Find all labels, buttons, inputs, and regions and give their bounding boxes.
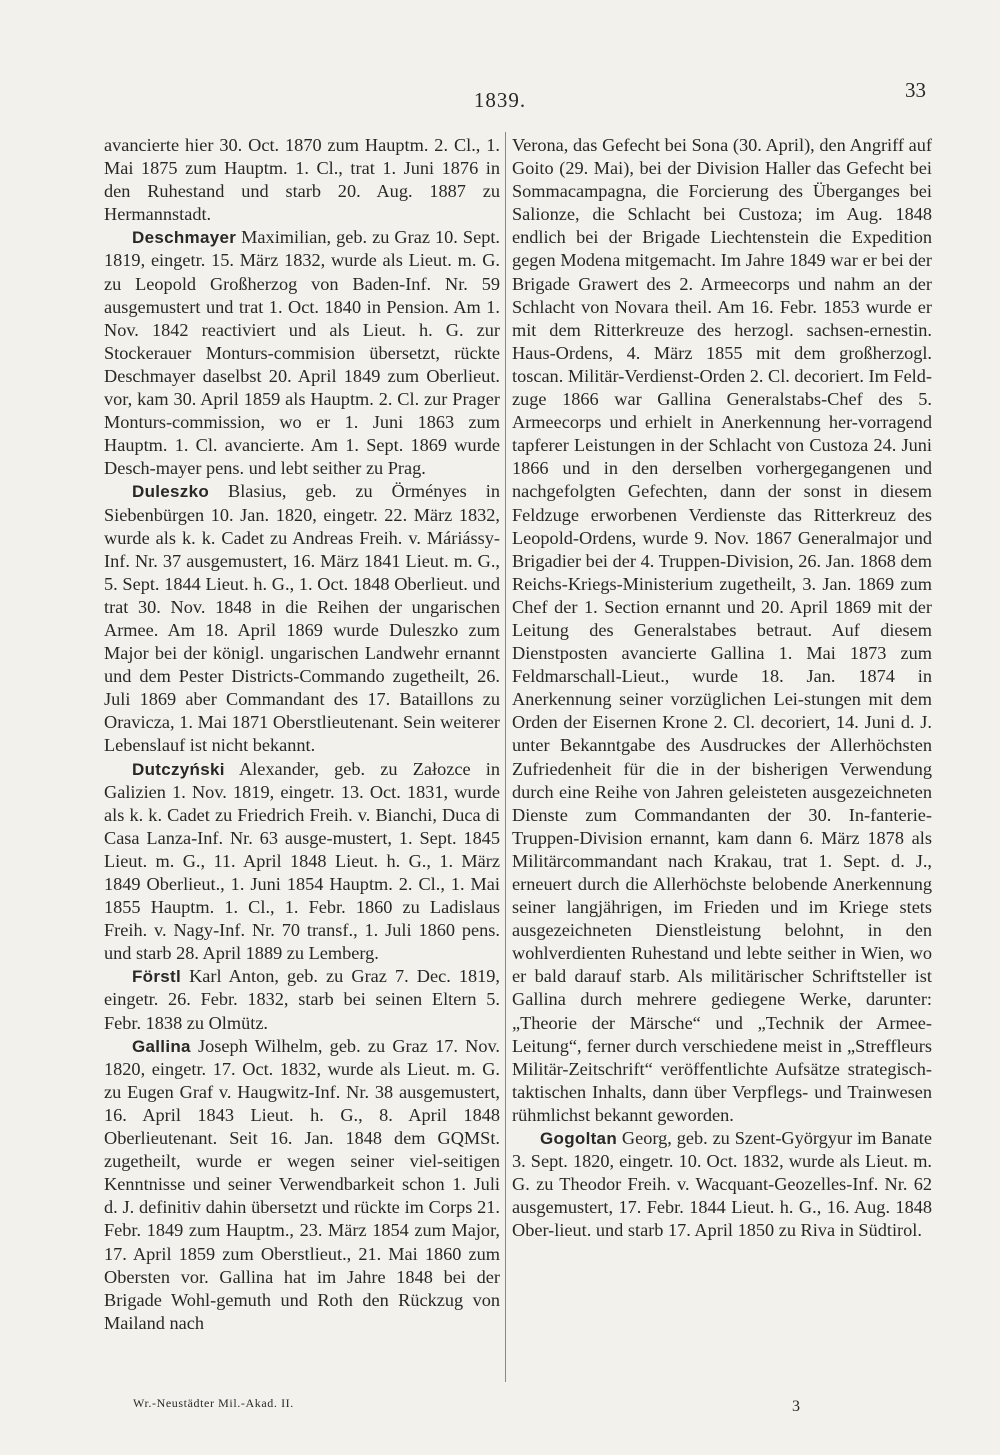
entry-continuation: Verona, das Gefecht bei Sona (30. April), den Angriff auf Goito (29. Mai), bei der Division Haller das Gefecht bei Sommacampagna, die Forcierung des Überganges bei Salionze, die Schlacht bei Custoza; im Aug. 1848 endlich bei der Brigade Liechtenstein die Expedition gegen Modena mitgemacht. Im Jahre 1849 war er bei der Brigade Grawert des 2. Armeecorps und nahm an der Schlacht von Novara theil. Am 16. Febr. 1853 wurde er mit dem Ritterkreuze des herzogl. sachsen-ernestin. Haus-Ordens, 4. März 1855 mit dem großherzogl. toscan. Militär-Verdienst-Orden 2. Cl. decoriert. Im Feld-zuge 1866 war Gallina Generalstabs-Chef des 5. Armeecorps und erhielt in Anerkennung her-vorragend tapferer Leistungen in der Schlacht von Custoza 24. Juni 1866 und in den derselben vorhergegangenen und nachgefolgten Gefechten, dann der sonst in diesem Feldzuge erworbenen Verdienste das Ritterkreuz des Leopold-Ordens, wurde 9. Nov. 1867 Generalmajor und Brigadier bei der 4. Truppen-Division, 26. Jan. 1868 dem Reichs-Kriegs-Ministerium zugetheilt, 3. Jan. 1869 zum Chef der 1. Section ernannt und 20. April 1869 mit der Leitung des Generalstabes betraut. Auf diesem Dienstposten avancierte Gallina 1. Mai 1873 zum Feldmarschall-Lieut., wurde 18. Jan. 1874 in Anerkennung seiner vorzüglichen Lei-stungen mit dem Orden der Eisernen Krone 2. Cl. decoriert, 14. Juni d. J. unter Bekanntgabe des Ausdruckes der Allerhöchsten Zufriedenheit für die in der bisherigen Verwendung durch eine Reihe von Jahren geleisteten ausgezeichneten Dienste zum Commandanten der 30. In-fanterie-Truppen-Division ernannt, kam dann 6. März 1878 als Militärcommandant nach Krakau, trat 1. Sept. d. J., erneuert durch die Allerhöchste belobende Anerkennung seiner langjährigen, im Frieden und im Kriege stets ausgezeichneten Dienstleistung belohnt, in den wohlverdienten Ruhestand und lebte seither in Wien, wo er bald darauf starb. Als militärischer Schriftsteller ist Gallina durch mehrere gediegene Werke, darunter: „Theorie der Märsche“ und „Technik der Armee-Leitung“, ferner durch verschiedene meist in „Streffleurs Militär-Zeitschrift“ veröffentlichte Aufsätze strategisch-taktischen Inhalts, dann über Verpflegs- und Trainwesen rühmlichst bekannt geworden. <box>512 135 932 1125</box>
entry-text: Georg, geb. zu Szent-Györgyur im Banate 3. Sept. 1820, eingetr. 10. Oct. 1832, wurde als Lieut. m. G. zu Theodor Freih. v. Wacquant-Geozelles-Inf. Nr. 62 ausgemustert, 17. Febr. 1844 Lieut. h. G., 16. Aug. 1848 Ober-lieut. und starb 17. April 1850 zu Riva in Südtirol. <box>512 1128 932 1241</box>
entry-continuation: avancierte hier 30. Oct. 1870 zum Hauptm. 2. Cl., 1. Mai 1875 zum Hauptm. 1. Cl., trat 1. Juni 1876 in den Ruhestand und starb 20. Aug. 1887 zu Hermannstadt. <box>104 135 500 225</box>
entry-gogoltan <box>512 1127 932 1242</box>
page-number: 33 <box>905 78 926 102</box>
entry-duleszko <box>104 480 500 757</box>
entry-name: Dutczyński <box>132 759 225 779</box>
entry-name: Gallina <box>132 1036 191 1056</box>
entry-name: Gogoltan <box>540 1129 617 1149</box>
entry-text: Maximilian, geb. zu Graz 10. Sept. 1819, eingetr. 15. März 1832, wurde als Lieut. m. G. zu Leopold Großherzog von Baden-Inf. Nr. 59 ausgemustert und trat 1. Oct. 1840 in Pension. Am 1. Nov. 1842 reactiviert und als Lieut. h. G. zur Stockerauer Monturs-commision übersetzt, rückte Deschmayer daselbst 20. April 1849 zum Oberlieut. vor, kam 30. April 1859 als Hauptm. 2. Cl. zur Prager Monturs-commission, wo er 1. Juni 1863 zum Hauptm. 1. Cl. avancierte. Am 1. Sept. 1869 wurde Desch-mayer pens. und lebt seither zu Prag. <box>104 227 500 479</box>
entry-name: Duleszko <box>132 482 210 502</box>
entry-name: Förstl <box>132 967 182 987</box>
entry-text: Blasius, geb. zu Örményes in Siebenbürgen 10. Jan. 1820, eingetr. 22. März 1832, wurde als k. k. Cadet zu Andreas Freih. v. Máriássy-Inf. Nr. 37 ausgemustert, 16. März 1841 Lieut. m. G., 5. Sept. 1844 Lieut. h. G., 1. Oct. 1848 Oberlieut. und trat 30. Nov. 1848 in die Reihen der ungarischen Armee. Am 18. April 1869 wurde Duleszko zum Major bei der königl. ungarischen Landwehr ernannt und dem Pester Districts-Commando zugetheilt, 26. Juli 1869 aber Commandant des 17. Bataillons zu Oravicza, 1. Mai 1871 Oberstlieutenant. Sein weiterer Lebenslauf ist nicht bekannt. <box>104 481 500 756</box>
entry-text: Joseph Wilhelm, geb. zu Graz 17. Nov. 1820, eingetr. 17. Oct. 1832, wurde als Lieut. m. G. zu Eugen Graf v. Haugwitz-Inf. Nr. 38 ausgemustert, 16. April 1843 Lieut. h. G., 8. April 1848 Oberlieutenant. Seit 16. Jan. 1848 dem GQMSt. zugetheilt, wurde er wegen seiner viel-seitigen Kenntnisse und seiner Verwendbarkeit schon 1. Juli d. J. definitiv dahin übersetzt und rückte im Corps 21. Febr. 1849 zum Hauptm., 23. März 1854 zum Major, 17. April 1859 zum Oberstlieut., 21. Mai 1860 zum Obersten vor. Gallina hat im Jahre 1848 bei der Brigade Wohl-gemuth und Roth den Rückzug von Mailand nach <box>104 1035 500 1333</box>
entry-name: Deschmayer <box>132 228 237 248</box>
column-divider <box>505 132 506 1382</box>
entry-text: Alexander, geb. zu Załozce in Galizien 1. Nov. 1819, eingetr. 13. Oct. 1831, wurde als k. k. Cadet zu Friedrich Freih. v. Bianchi, Duca di Casa Lanza-Inf. Nr. 63 ausge-mustert, 1. Sept. 1845 Lieut. m. G., 11. April 1848 Lieut. h. G., 1. März 1849 Oberlieut., 1. Juni 1854 Hauptm. 2. Cl., 1. Mai 1855 Hauptm. 1. Cl., 1. Febr. 1860 zu Ladislaus Freih. v. Nagy-Inf. Nr. 70 transf., 1. Juli 1860 pens. und starb 28. April 1889 zu Lemberg. <box>104 758 500 964</box>
left-column <box>104 134 500 1335</box>
entry-forstl <box>104 965 500 1034</box>
entry-deschmayer <box>104 226 500 480</box>
right-column <box>512 134 932 1243</box>
running-header-year: 1839. <box>473 88 527 112</box>
entry-dutczynski <box>104 758 500 966</box>
entry-text: Karl Anton, geb. zu Graz 7. Dec. 1819, eingetr. 26. Febr. 1832, starb bei seinen Eltern 5. Febr. 1838 zu Olmütz. <box>104 966 500 1033</box>
entry-gallina <box>104 1035 500 1335</box>
signature-mark: 3 <box>792 1398 800 1415</box>
imprint-footer: Wr.-Neustädter Mil.-Akad. II. <box>133 1396 294 1410</box>
